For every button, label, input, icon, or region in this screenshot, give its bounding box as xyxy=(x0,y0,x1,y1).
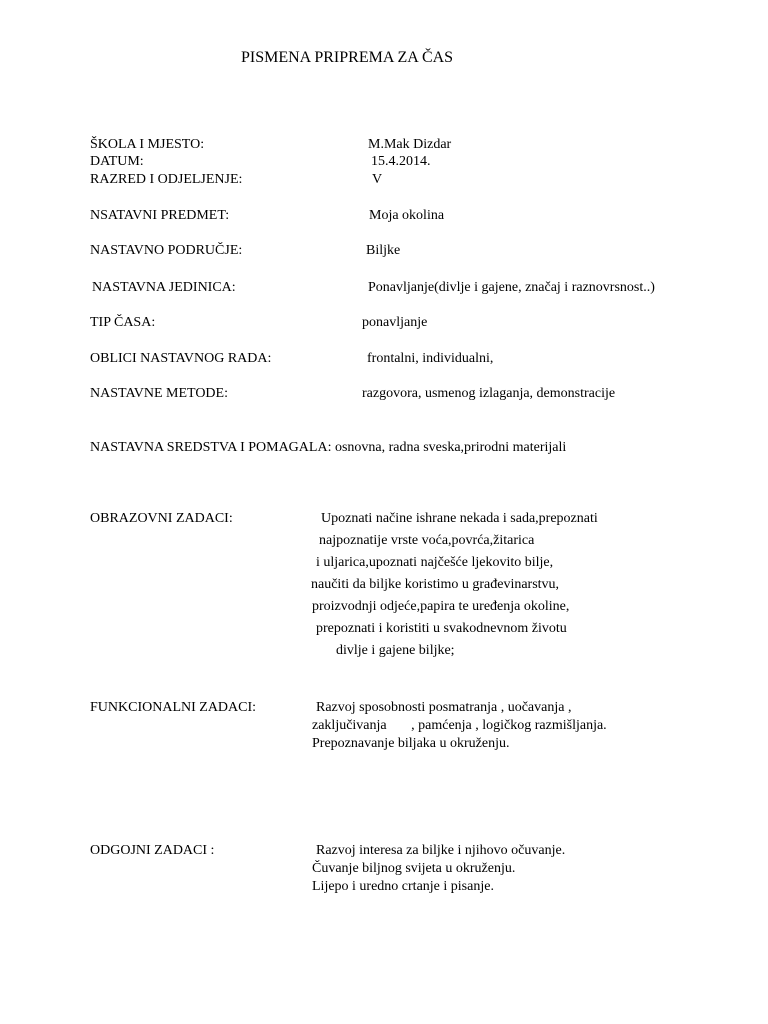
metode-value: razgovora, usmenog izlaganja, demonstracije xyxy=(362,386,616,401)
obrazovni-line: prepoznati i koristiti u svakodnevnom životu xyxy=(316,621,567,636)
obrazovni-line: Upoznati načine ishrane nekada i sada,prepoznati xyxy=(321,511,598,526)
predmet-label: NSATAVNI PREDMET: xyxy=(90,208,230,223)
funkcionalni-line: Razvoj sposobnosti posmatranja , uočavanja , xyxy=(316,700,572,715)
odgojni-line: Lijepo i uredno crtanje i pisanje. xyxy=(312,879,494,894)
funkcionalni-line: Prepoznavanje biljaka u okruženju. xyxy=(312,736,510,751)
podrucje-label: NASTAVNO PODRUČJE: xyxy=(90,243,243,258)
odgojni-line: Razvoj interesa za biljke i njihovo očuvanje. xyxy=(316,843,566,858)
skola-label: ŠKOLA I MJESTO: xyxy=(90,137,205,152)
funkcionalni-label: FUNKCIONALNI ZADACI: xyxy=(90,700,257,715)
obrazovni-line: najpoznatije vrste voća,povrća,žitarica xyxy=(319,533,535,548)
metode-label: NASTAVNE METODE: xyxy=(90,386,228,401)
jedinica-label: NASTAVNA JEDINICA: xyxy=(92,280,236,295)
odgojni-line: Čuvanje biljnog svijeta u okruženju. xyxy=(312,861,516,876)
datum-label: DATUM: xyxy=(90,154,144,169)
razred-label: RAZRED I ODJELJENJE: xyxy=(90,172,243,187)
jedinica-value: Ponavljanje(divlje i gajene, značaj i raznovrsnost..) xyxy=(368,280,655,295)
datum-value: 15.4.2014. xyxy=(371,154,431,169)
funkcionalni-line: zaključivanja , pamćenja , logičkog razmišljanja. xyxy=(312,718,607,733)
obrazovni-line: naučiti da biljke koristimo u građevinarstvu, xyxy=(311,577,560,592)
document-title: PISMENA PRIPREMA ZA ČAS xyxy=(241,49,454,66)
obrazovni-line: divlje i gajene biljke; xyxy=(336,643,455,658)
skola-value: M.Mak Dizdar xyxy=(368,137,452,152)
predmet-value: Moja okolina xyxy=(369,208,445,223)
sredstva-line: NASTAVNA SREDSTVA I POMAGALA: osnovna, radna sveska,prirodni materijali xyxy=(90,440,567,455)
razred-value: V xyxy=(372,172,383,187)
obrazovni-line: proizvodnji odjeće,papira te uređenja okoline, xyxy=(312,599,570,614)
podrucje-value: Biljke xyxy=(366,243,401,258)
oblici-label: OBLICI NASTAVNOG RADA: xyxy=(90,351,272,366)
tip-value: ponavljanje xyxy=(362,315,428,330)
obrazovni-line: i uljarica,upoznati najčešće ljekovito bilje, xyxy=(316,555,554,570)
odgojni-label: ODGOJNI ZADACI : xyxy=(90,843,215,858)
tip-label: TIP ČASA: xyxy=(90,315,156,330)
oblici-value: frontalni, individualni, xyxy=(367,351,494,366)
obrazovni-label: OBRAZOVNI ZADACI: xyxy=(90,511,233,526)
